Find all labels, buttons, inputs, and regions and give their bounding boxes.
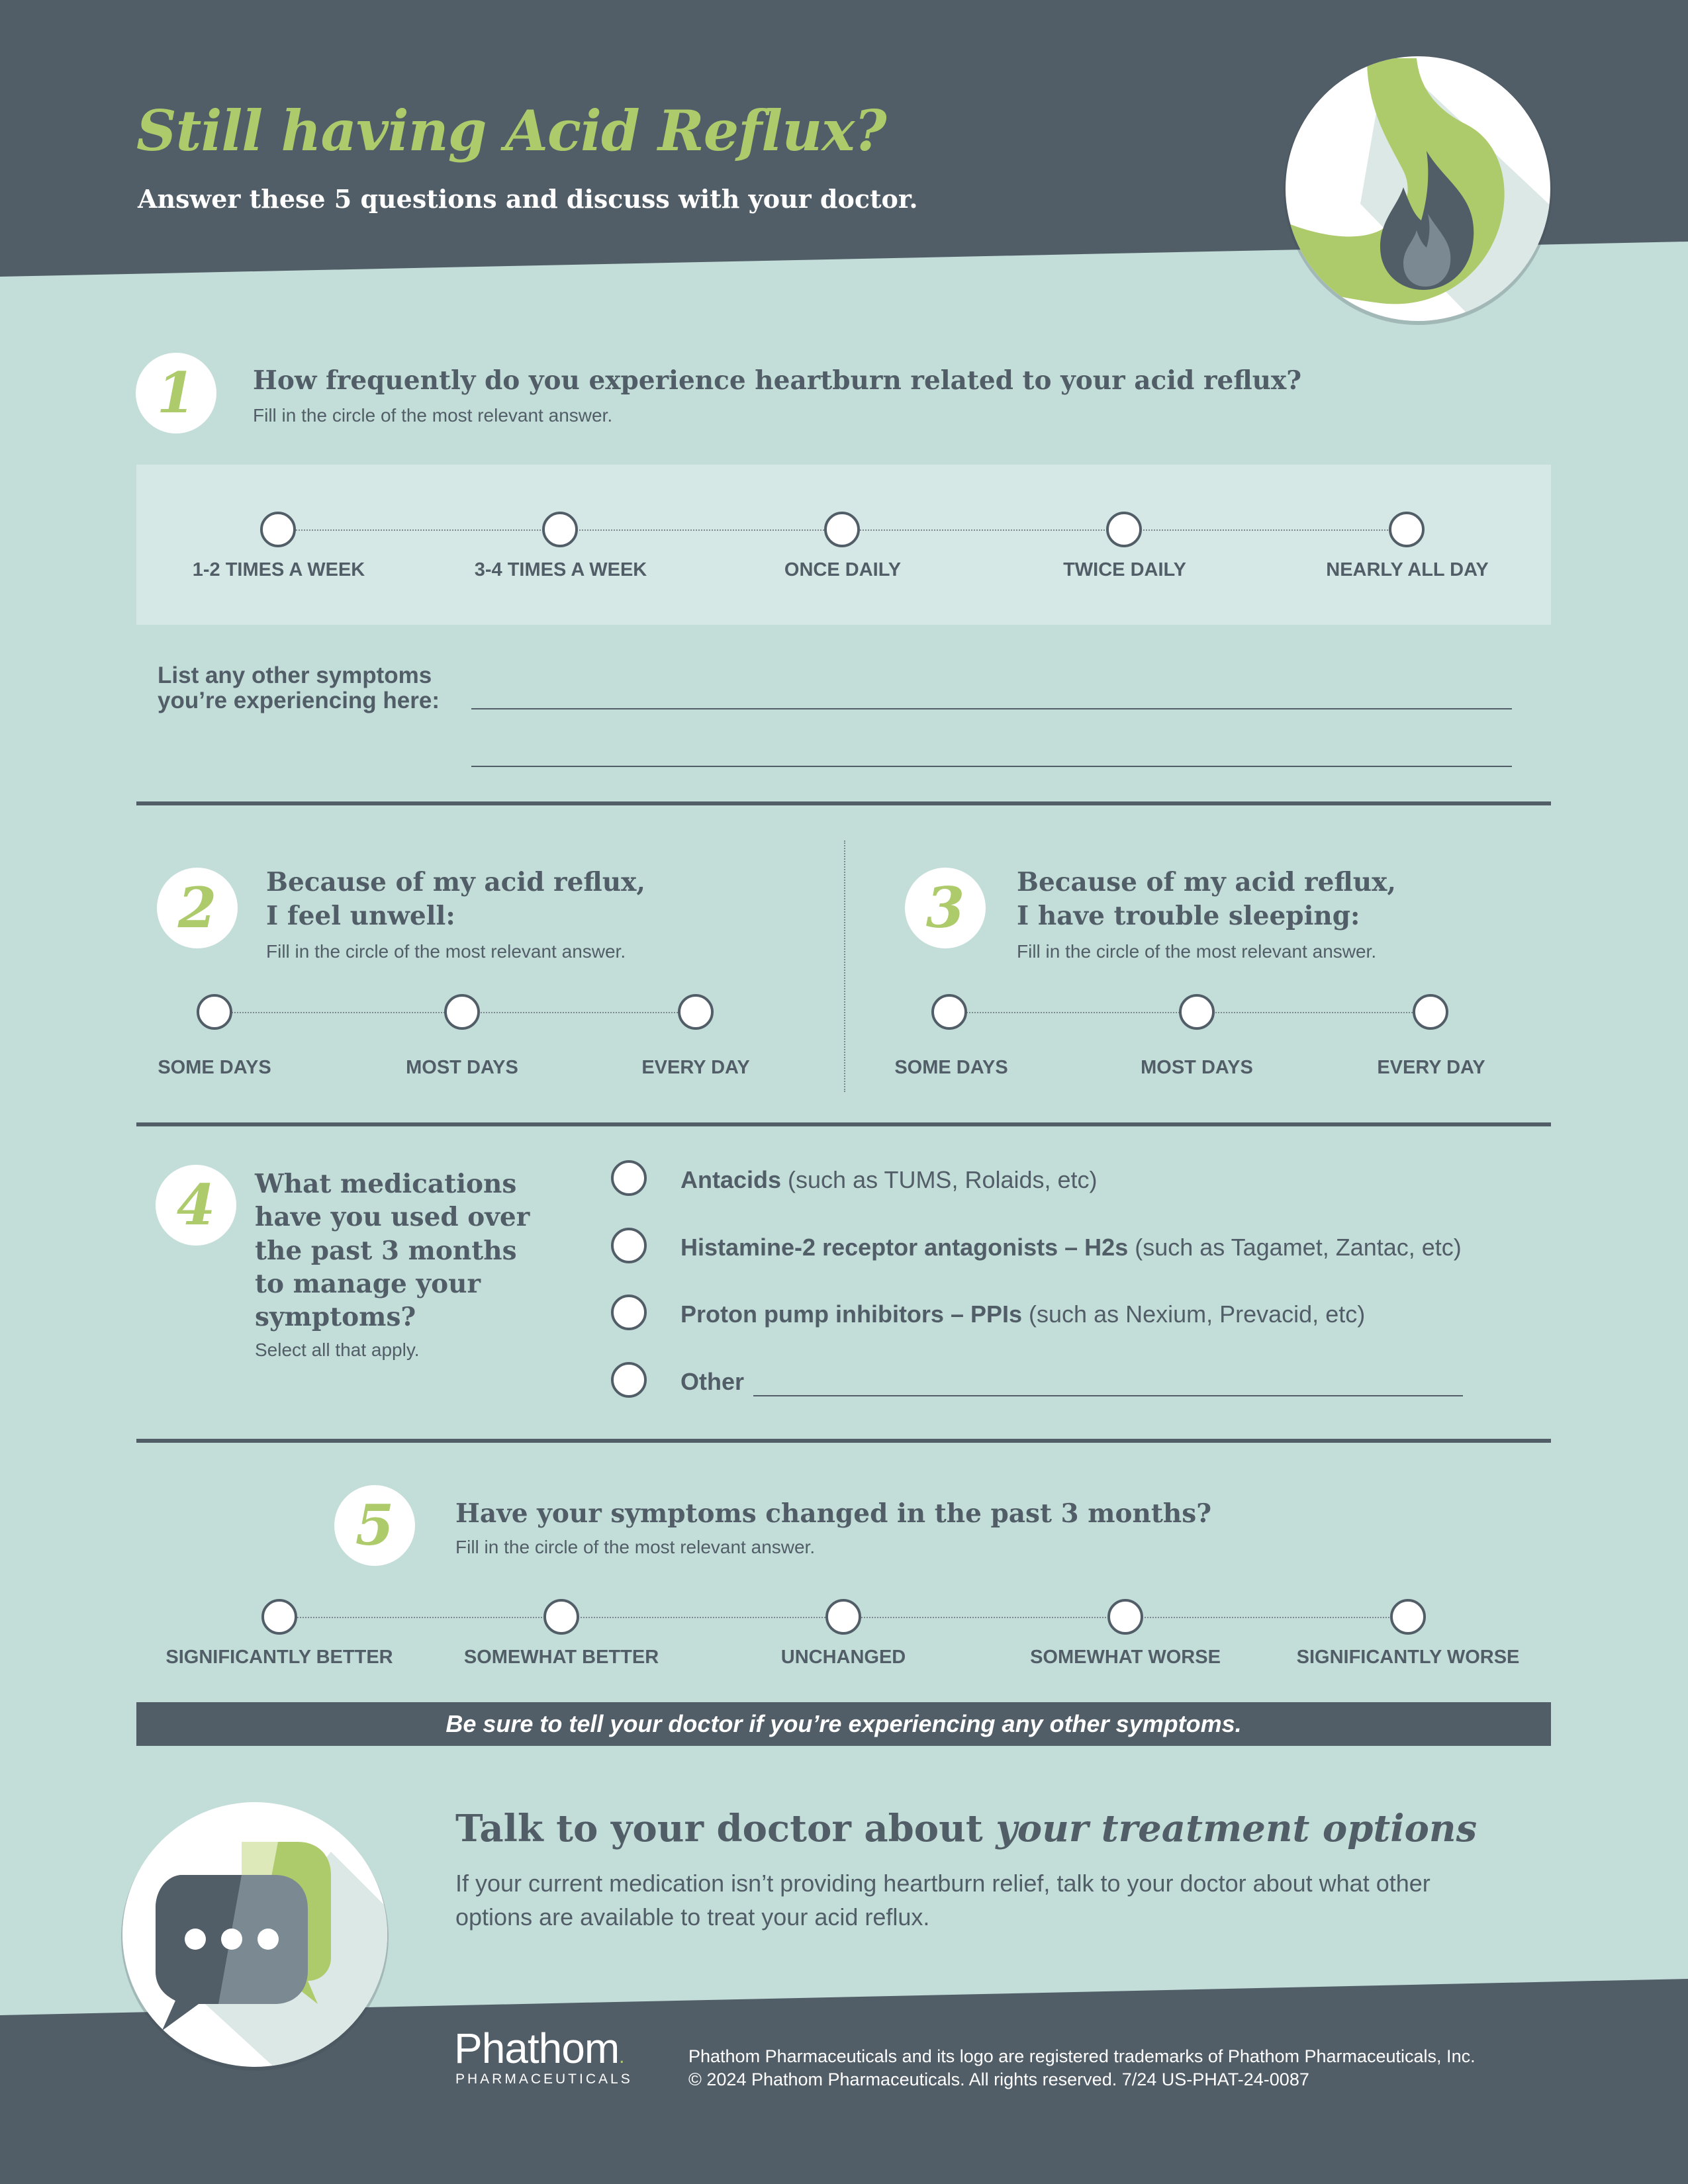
question-2-title: Because of my acid reflux, I feel unwell:: [266, 867, 645, 931]
phathom-logo: Phathom.: [454, 2025, 624, 2072]
q1-radio-3[interactable]: [824, 512, 860, 547]
q3-radio-3[interactable]: [1413, 994, 1448, 1030]
question-2-hint: Fill in the circle of the most relevant answer.: [266, 941, 626, 962]
treatment-options-body: If your current medication isn’t providing heartburn relief, talk to your doctor about what other options are available to treat your acid reflux.: [455, 1870, 1430, 1931]
q1-radio-5[interactable]: [1389, 512, 1425, 547]
other-symptoms-line-2[interactable]: [471, 766, 1512, 767]
q2-radio-2[interactable]: [444, 994, 480, 1030]
q3-option-label: SOME DAYS: [894, 1057, 1008, 1078]
legal-text: Phathom Pharmaceuticals and its logo are registered trademarks of Phathom Pharmaceuticals, Inc. © 2024 Phathom Pharmaceuticals. All rights reserved. 7/24 US-PHAT-24-0087: [688, 2046, 1476, 2089]
q5-radio-3[interactable]: [825, 1599, 861, 1635]
section-divider: [136, 1439, 1551, 1443]
chat-bubbles-icon: [119, 1799, 397, 2077]
q5-option-label: SOMEWHAT BETTER: [463, 1647, 659, 1668]
q1-radio-2[interactable]: [542, 512, 578, 547]
phathom-logo-subtext: PHARMACEUTICALS: [455, 2071, 633, 2087]
q5-radio-1[interactable]: [261, 1599, 297, 1635]
question-3-hint: Fill in the circle of the most relevant answer.: [1017, 941, 1377, 962]
question-1-badge: 1: [136, 353, 216, 433]
treatment-options-heading: Talk to your doctor about your treatment options: [455, 1807, 1477, 1850]
q4-checkbox-h2s[interactable]: [611, 1228, 647, 1263]
column-separator: [844, 841, 845, 1092]
question-4-hint: Select all that apply.: [255, 1340, 420, 1360]
q5-radio-4[interactable]: [1107, 1599, 1143, 1635]
q5-option-label: SIGNIFICANTLY BETTER: [165, 1647, 393, 1668]
question-1-hint: Fill in the circle of the most relevant answer.: [253, 405, 613, 426]
other-symptoms-label: List any other symptoms you’re experiencing here:: [158, 662, 440, 713]
q4-option-ppis: Proton pump inhibitors – PPIs (such as Nexium, Prevacid, etc): [680, 1300, 1366, 1328]
q5-radio-2[interactable]: [543, 1599, 579, 1635]
q5-option-label: UNCHANGED: [780, 1647, 906, 1668]
q2-radio-1[interactable]: [197, 994, 232, 1030]
q1-radio-4[interactable]: [1106, 512, 1142, 547]
q3-radio-1[interactable]: [931, 994, 967, 1030]
q5-radio-5[interactable]: [1390, 1599, 1426, 1635]
question-2-badge: 2: [157, 868, 238, 948]
question-3-title: Because of my acid reflux, I have trouble sleeping:: [1017, 867, 1396, 931]
q1-option-label: TWICE DAILY: [1063, 559, 1186, 580]
q1-option-label: 3-4 TIMES A WEEK: [474, 559, 647, 580]
stomach-flame-icon: [1281, 52, 1556, 326]
question-5-title: Have your symptoms changed in the past 3 months?: [455, 1498, 1212, 1529]
q4-option-other: Other: [680, 1368, 745, 1395]
q5-option-label: SIGNIFICANTLY WORSE: [1296, 1647, 1520, 1668]
q1-radio-1[interactable]: [260, 512, 296, 547]
q2-option-label: MOST DAYS: [406, 1057, 518, 1078]
page-title: Still having Acid Reflux?: [136, 98, 886, 163]
q4-checkbox-other[interactable]: [611, 1362, 647, 1398]
q1-option-label: ONCE DAILY: [784, 559, 902, 580]
q2-radio-3[interactable]: [678, 994, 714, 1030]
reminder-banner: Be sure to tell your doctor if you’re experiencing any other symptoms.: [136, 1702, 1551, 1746]
question-3-badge: 3: [905, 868, 986, 948]
question-5-hint: Fill in the circle of the most relevant answer.: [455, 1537, 816, 1557]
q2-option-label: EVERY DAY: [641, 1057, 750, 1078]
question-4-badge: 4: [156, 1165, 236, 1246]
page-subtitle: Answer these 5 questions and discuss with your doctor.: [138, 184, 918, 214]
question-4-title: What medications have you used over the past 3 months to manage your symptoms?: [255, 1169, 530, 1333]
q3-option-label: MOST DAYS: [1141, 1057, 1253, 1078]
q4-other-write-line[interactable]: [753, 1395, 1463, 1396]
q5-option-label: SOMEWHAT WORSE: [1030, 1647, 1221, 1668]
question-5-badge: 5: [334, 1485, 415, 1566]
question-1-title: How frequently do you experience heartburn related to your acid reflux?: [253, 365, 1302, 396]
q1-option-label: NEARLY ALL DAY: [1326, 559, 1489, 580]
q1-option-label: 1-2 TIMES A WEEK: [192, 559, 365, 580]
q3-option-label: EVERY DAY: [1377, 1057, 1485, 1078]
other-symptoms-line-1[interactable]: [471, 708, 1512, 709]
section-divider: [136, 801, 1551, 805]
q4-checkbox-antacids[interactable]: [611, 1160, 647, 1196]
section-divider: [136, 1122, 1551, 1126]
q4-checkbox-ppis[interactable]: [611, 1295, 647, 1330]
q3-radio-2[interactable]: [1179, 994, 1215, 1030]
q2-option-label: SOME DAYS: [158, 1057, 271, 1078]
q4-option-h2s: Histamine-2 receptor antagonists – H2s (such as Tagamet, Zantac, etc): [680, 1234, 1462, 1261]
q4-option-antacids: Antacids (such as TUMS, Rolaids, etc): [680, 1166, 1098, 1193]
